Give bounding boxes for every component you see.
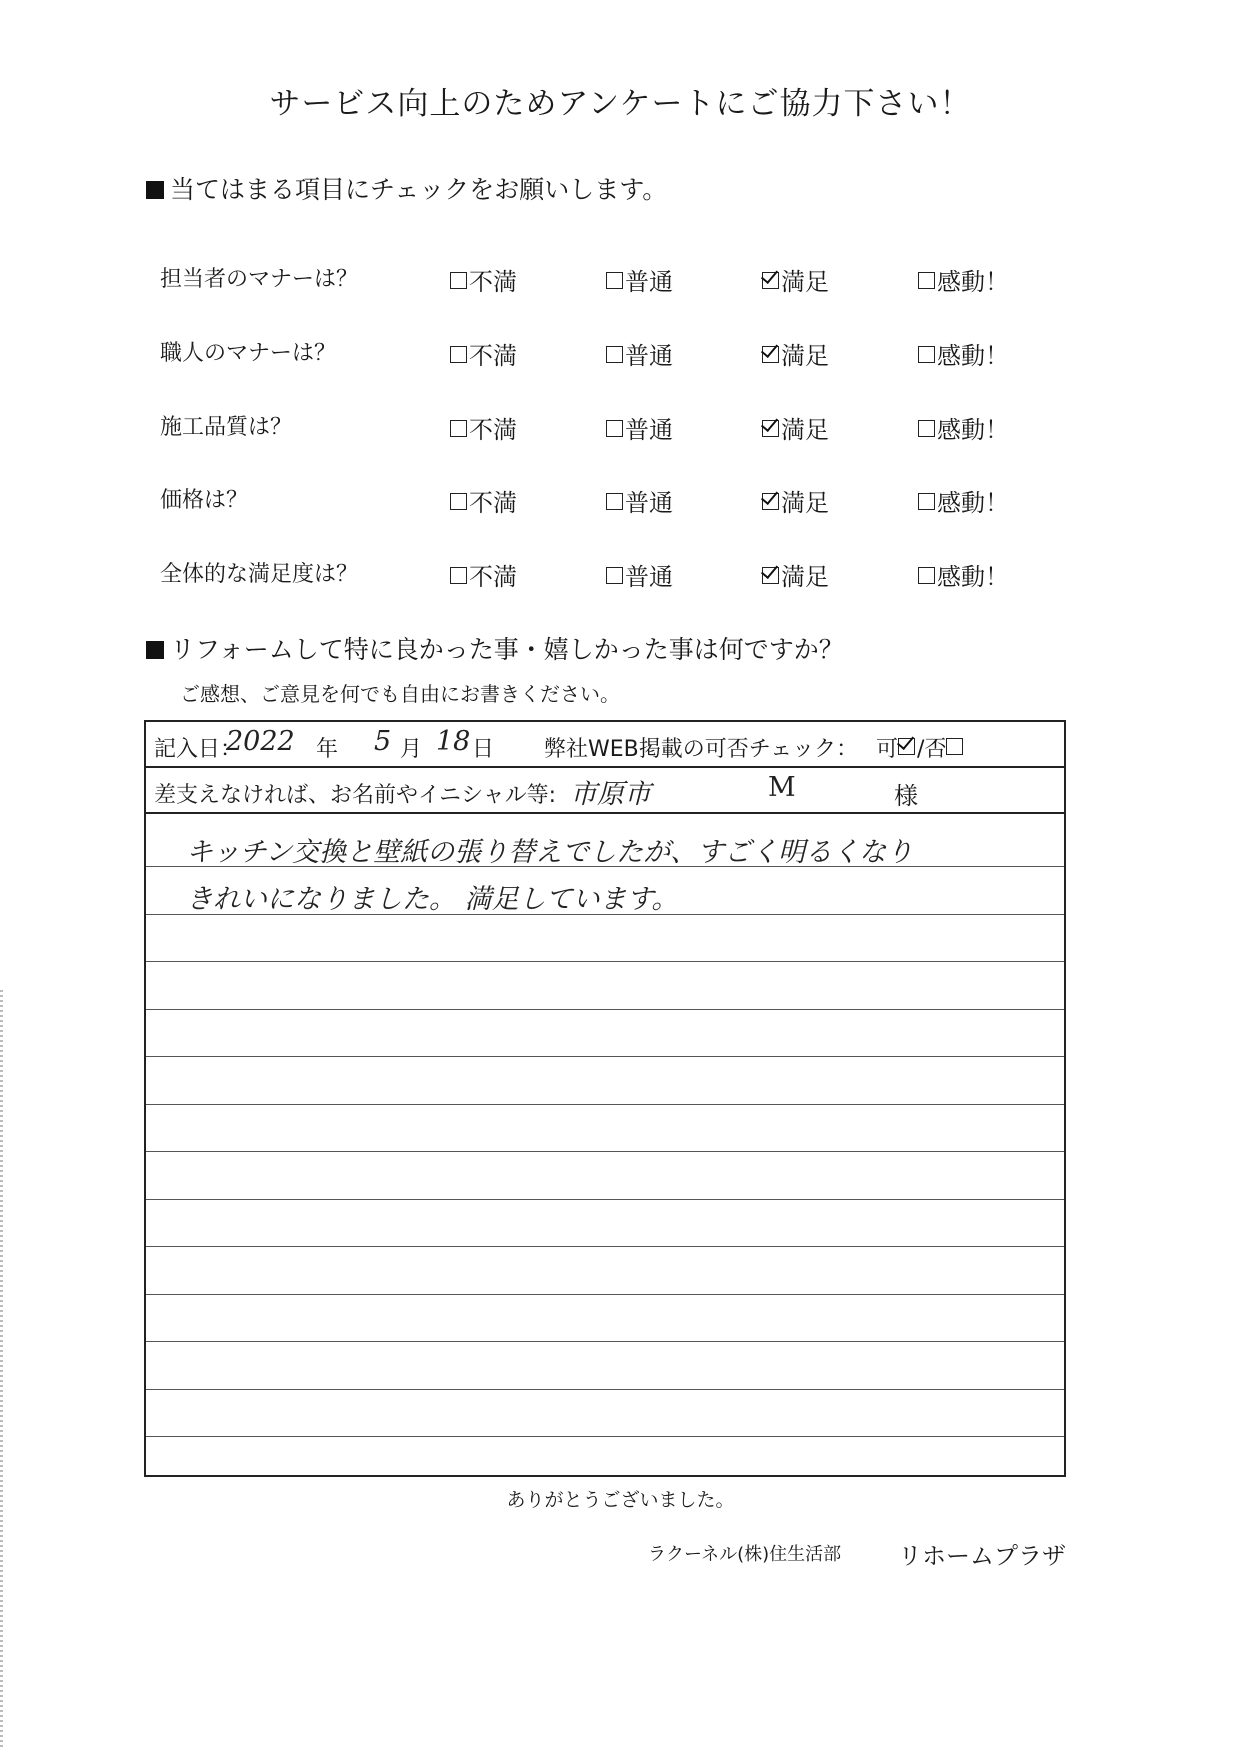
- rating-option[interactable]: 不満: [450, 483, 517, 518]
- rating-option[interactable]: 満足: [762, 483, 829, 518]
- ruled-line: [146, 1009, 1064, 1010]
- rating-checkbox[interactable]: [918, 493, 935, 510]
- rating-option[interactable]: 普通: [606, 483, 673, 518]
- rating-option[interactable]: 感動！: [918, 336, 1009, 371]
- company-name: ラクーネル(株)住生活部: [648, 1544, 842, 1565]
- rating-option[interactable]: 普通: [606, 410, 673, 445]
- web-no-checkbox[interactable]: [946, 738, 963, 755]
- name-label: 差支えなければ、お名前やイニシャル等:: [154, 783, 557, 808]
- rating-option[interactable]: 不満: [450, 410, 517, 445]
- rating-checkbox[interactable]: [606, 272, 623, 289]
- rating-checkbox[interactable]: [918, 272, 935, 289]
- question-label: 施工品質は？: [160, 415, 293, 440]
- month-unit: 月: [400, 737, 423, 762]
- question-row: [160, 262, 1060, 298]
- question-label: 全体的な満足度は？: [160, 562, 359, 587]
- honorific: 様: [894, 782, 918, 810]
- rating-option[interactable]: 感動！: [918, 410, 1009, 445]
- year-unit: 年: [316, 737, 339, 762]
- ruled-line: [146, 1056, 1064, 1057]
- web-yes-option[interactable]: 可 /否: [876, 732, 965, 763]
- rating-checkbox[interactable]: [762, 493, 779, 510]
- rating-option[interactable]: 満足: [762, 557, 829, 592]
- rating-checkbox[interactable]: [918, 346, 935, 363]
- rating-checkbox[interactable]: [762, 420, 779, 437]
- ruled-line: [146, 1151, 1064, 1152]
- question-row: [160, 483, 1060, 519]
- rating-option[interactable]: 不満: [450, 557, 517, 592]
- rating-option[interactable]: 感動！: [918, 483, 1009, 518]
- name-row: [146, 768, 1064, 814]
- date-day[interactable]: 18: [436, 726, 471, 757]
- web-yes-checkbox[interactable]: [898, 738, 915, 755]
- ruled-line: [146, 1246, 1064, 1247]
- rating-option[interactable]: 感動！: [918, 557, 1009, 592]
- ruled-line: [146, 1436, 1064, 1437]
- ruled-line: [146, 1199, 1064, 1200]
- square-bullet-icon: [146, 181, 164, 199]
- page-title: サービス向上のためアンケートにご協力下さい！: [269, 86, 972, 122]
- rating-checkbox[interactable]: [918, 567, 935, 584]
- question-row: [160, 410, 1060, 446]
- rating-option[interactable]: 不満: [450, 262, 517, 297]
- section1-heading: 当てはまる項目にチェックをお願いします。: [146, 170, 667, 206]
- initial-field[interactable]: M: [768, 772, 796, 803]
- rating-option[interactable]: 不満: [450, 336, 517, 371]
- rating-checkbox[interactable]: [762, 272, 779, 289]
- rating-option[interactable]: 普通: [606, 336, 673, 371]
- date-year[interactable]: 2022: [226, 726, 295, 757]
- rating-option[interactable]: 普通: [606, 262, 673, 297]
- question-row: [160, 557, 1060, 593]
- question-row: [160, 336, 1060, 372]
- square-bullet-icon: [146, 641, 164, 659]
- rating-checkbox[interactable]: [450, 272, 467, 289]
- date-month[interactable]: 5: [374, 726, 392, 757]
- rating-checkbox[interactable]: [450, 493, 467, 510]
- rating-option[interactable]: 普通: [606, 557, 673, 592]
- date-label: 記入日：: [154, 737, 243, 762]
- rating-option[interactable]: 満足: [762, 410, 829, 445]
- question-label: 職人のマナーは？: [160, 341, 337, 366]
- rating-checkbox[interactable]: [762, 567, 779, 584]
- comment-line-1[interactable]: キッチン交換と壁紙の張り替えでしたが、すごく明るくなり: [186, 837, 914, 868]
- ruled-line: [146, 1389, 1064, 1390]
- comment-line-2[interactable]: きれいになりました。 満足しています。: [186, 884, 679, 915]
- rating-option[interactable]: 満足: [762, 336, 829, 371]
- question-label: 担当者のマナーは？: [160, 267, 359, 292]
- rating-checkbox[interactable]: [918, 420, 935, 437]
- comment-box: [144, 720, 1066, 1477]
- day-unit: 日: [472, 737, 495, 762]
- rating-option[interactable]: 感動！: [918, 262, 1009, 297]
- rating-checkbox[interactable]: [450, 420, 467, 437]
- ruled-line: [146, 1294, 1064, 1295]
- ruled-line: [146, 1104, 1064, 1105]
- scan-edge-noise: [0, 990, 3, 1750]
- thanks-message: ありがとうございました。: [506, 1489, 735, 1511]
- section2-note: ご感想、ご意見を何でも自由にお書きください。: [180, 682, 620, 706]
- web-permission-label: 弊社WEB掲載の可否チェック：: [544, 737, 859, 762]
- rating-checkbox[interactable]: [450, 346, 467, 363]
- rating-checkbox[interactable]: [606, 346, 623, 363]
- brand-name: リホームプラザ: [898, 1542, 1066, 1570]
- rating-option[interactable]: 満足: [762, 262, 829, 297]
- ruled-line: [146, 961, 1064, 962]
- rating-checkbox[interactable]: [606, 493, 623, 510]
- rating-checkbox[interactable]: [762, 346, 779, 363]
- rating-checkbox[interactable]: [606, 567, 623, 584]
- rating-checkbox[interactable]: [450, 567, 467, 584]
- rating-checkbox[interactable]: [606, 420, 623, 437]
- city-field[interactable]: 市原市: [570, 779, 651, 810]
- ruled-line: [146, 1341, 1064, 1342]
- date-row: [146, 722, 1064, 768]
- question-label: 価格は？: [160, 488, 249, 513]
- section2-heading: リフォームして特に良かった事・嬉しかった事は何ですか？: [146, 630, 844, 666]
